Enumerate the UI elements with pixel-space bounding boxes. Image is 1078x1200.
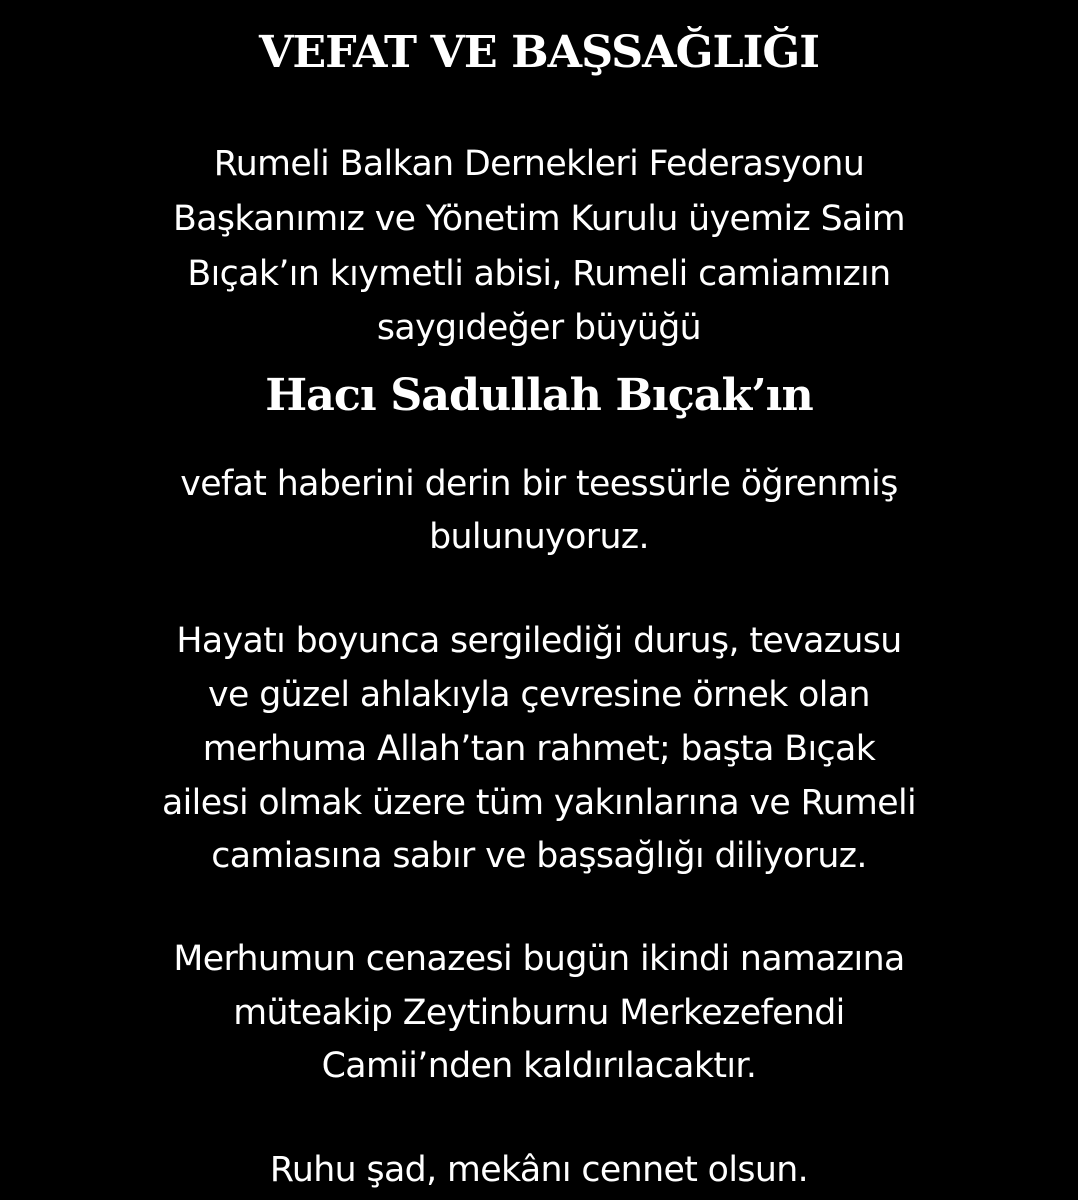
condolence-line: merhuma Allah’tan rahmet; başta Bıçak bbox=[202, 729, 876, 769]
funeral-line: Camii’nden kaldırılacaktır. bbox=[321, 1046, 757, 1086]
condolence-line: Hayatı boyunca sergilediği duruş, tevazusu bbox=[176, 621, 902, 661]
closing-line: Ruhu şad, mekânı cennet olsun. bbox=[269, 1150, 809, 1190]
intro-line: saygıdeğer büyüğü bbox=[376, 308, 702, 348]
intro-line: Başkanımız ve Yönetim Kurulu üyemiz Saim bbox=[172, 199, 905, 239]
condolence-line: ve güzel ahlakıyla çevresine örnek olan bbox=[208, 675, 870, 715]
intro-line: Bıçak’ın kıymetli abisi, Rumeli camiamızın bbox=[187, 254, 891, 294]
deceased-name: Hacı Sadullah Bıçak’ın bbox=[265, 369, 813, 421]
funeral-line: müteakip Zeytinburnu Merkezefendi bbox=[233, 993, 845, 1033]
condolence-line: camiasına sabır ve başsağlığı diliyoruz. bbox=[211, 836, 867, 876]
news-line: vefat haberini derin bir teessürle öğrenmiş bbox=[180, 464, 898, 504]
news-line: bulunuyoruz. bbox=[429, 517, 649, 557]
announcement-title: VEFAT VE BAŞSAĞLIĞI bbox=[258, 26, 820, 78]
intro-line: Rumeli Balkan Dernekleri Federasyonu bbox=[213, 144, 865, 184]
funeral-line: Merhumun cenazesi bugün ikindi namazına bbox=[173, 939, 905, 979]
condolence-line: ailesi olmak üzere tüm yakınlarına ve Rumeli bbox=[161, 783, 917, 823]
